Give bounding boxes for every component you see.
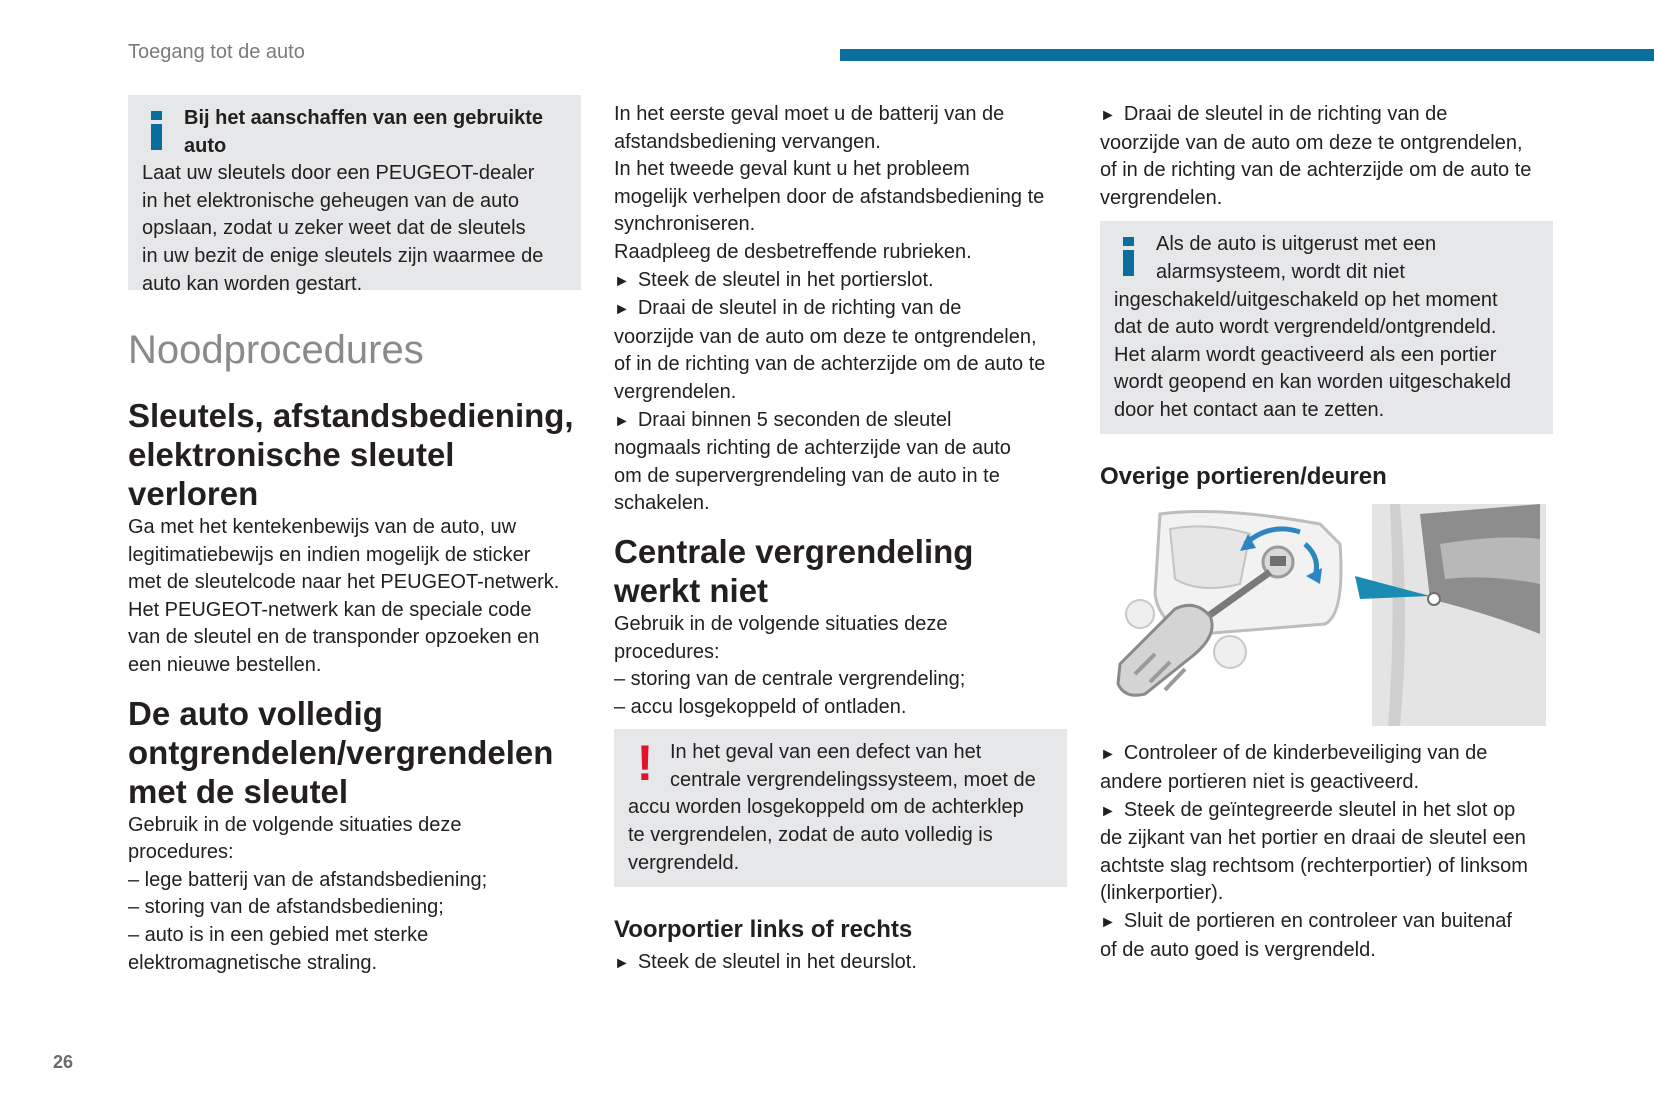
intro-text: In het eerste geval moet u de batterij van de afstandsbediening vervangen. In het tweede geval kunt u het probleem mogelijk verhelpen door de afstandsbediening te synchroniseren. Raadpleeg de desbetreffende rubrieken.: [614, 103, 1045, 263]
heading-keys-lost: Sleutels, afstandsbediening, elektronische sleutel verloren: [128, 397, 574, 512]
arrow-bullet-icon: ►: [614, 301, 630, 319]
running-header: Toegang tot de auto: [128, 41, 305, 63]
section-title: Noodprocedures: [128, 328, 424, 372]
full-unlock-text: Gebruik in de volgende situaties deze procedures: – lege batterij van de afstandsbediening; – storing van de afstandsbediening; – auto is in een gebied met sterke elektromagnetische straling.: [128, 813, 488, 974]
keys-lost-text: Ga met het kentekenbewijs van de auto, uw legitimatiebewijs en indien mogelijk de sticker met de sleutelcode naar het PEUGEOT-netwerk. Het PEUGEOT-netwerk kan de speciale code van de sleutel en de transponder opzoeken en een nieuwe bestellen.: [128, 516, 560, 676]
column-2: [614, 101, 1067, 978]
step-front-insert: ► Steek de sleutel in het deurslot.: [614, 951, 917, 974]
warning-icon: !: [636, 735, 654, 792]
info-box-text: Laat uw sleutels door een PEUGEOT-dealer in het elektronische geheugen van de auto opslaan, zodat u zeker weet dat de sleutels in uw bezit de enige sleutels zijn waarmee de auto kan worden gestart.: [142, 162, 544, 295]
door-lock-illustration: [1100, 504, 1546, 726]
info-box-used-car: [128, 95, 581, 295]
step-insert-key: ► Steek de sleutel in het portierslot.: [614, 268, 934, 291]
info-icon: [1114, 235, 1142, 275]
central-text: Gebruik in de volgende situaties deze procedures: – storing van de centrale vergrendeling; – accu losgekoppeld of ontladen.: [614, 612, 966, 718]
header-accent-bar: [840, 49, 1654, 61]
step-turn-key-col3: ► Draai de sleutel in de richting van de voorzijde van de auto om deze te ontgrendelen, of in de richting van de achterzijde om de auto te vergrendelen.: [1100, 103, 1532, 209]
heading-central-locking: Centrale vergrendeling werkt niet: [614, 532, 974, 609]
step-super-lock: ► Draai binnen 5 seconden de sleutel nogmaals richting de achterzijde van de auto om de supervergrendeling van de auto in te schakelen.: [614, 408, 1011, 515]
arrow-bullet-icon: ►: [1100, 107, 1116, 124]
arrow-bullet-icon: ►: [1100, 802, 1116, 820]
page-number: 26: [53, 1052, 74, 1072]
other-doors-steps: ► Controleer of de kinderbeveiliging van de andere portieren niet is geactiveerd. ► Steek de geïntegreerde sleutel in het slot op de zijkant van het portier en draai de sleutel een achtste slag rechtsom (rechterportier) of linksom (linkerportier). ► Sluit de portieren en controleer van buitenaf of de auto goed is vergrendeld.: [1100, 742, 1528, 961]
column-1: [128, 95, 581, 977]
info-icon: [142, 109, 170, 149]
arrow-bullet-icon: ►: [1100, 913, 1116, 931]
heading-other-doors: Overige portieren/deuren: [1100, 463, 1387, 491]
heading-front-door: Voorportier links of rechts: [614, 916, 913, 944]
arrow-bullet-icon: ►: [1100, 746, 1116, 764]
heading-full-unlock: De auto volledig ontgrendelen/vergrendelen met de sleutel: [128, 694, 554, 810]
arrow-bullet-icon: ►: [614, 412, 630, 430]
info-box-alarm: Als de auto is uitgerust met een alarmsysteem, wordt dit niet ingeschakeld/uitgeschakeld op het moment dat de auto wordt vergrendeld/ontgrendeld. Het alarm wordt geactiveerd als een portier wordt geopend en kan worden uitgeschakeld door het contact aan te zetten.: [1100, 221, 1553, 434]
info-box-title: Bij het aanschaffen van een gebruikte auto: [184, 107, 543, 157]
key-in-door-lock-illustration: [1100, 504, 1546, 726]
step-turn-key: ► Draai de sleutel in de richting van de voorzijde van de auto om deze te ontgrendelen, of in de richting van de achterzijde om de auto te vergrendelen.: [614, 297, 1046, 403]
warning-box: ! In het geval van een defect van het centrale vergrendelingssysteem, moet de accu worden losgekoppeld om de achterklep te vergrendelen, zodat de auto volledig is vergrendeld.: [614, 729, 1067, 887]
arrow-bullet-icon: ►: [614, 272, 630, 290]
column-3: [1100, 101, 1553, 964]
arrow-bullet-icon: ►: [614, 955, 630, 973]
